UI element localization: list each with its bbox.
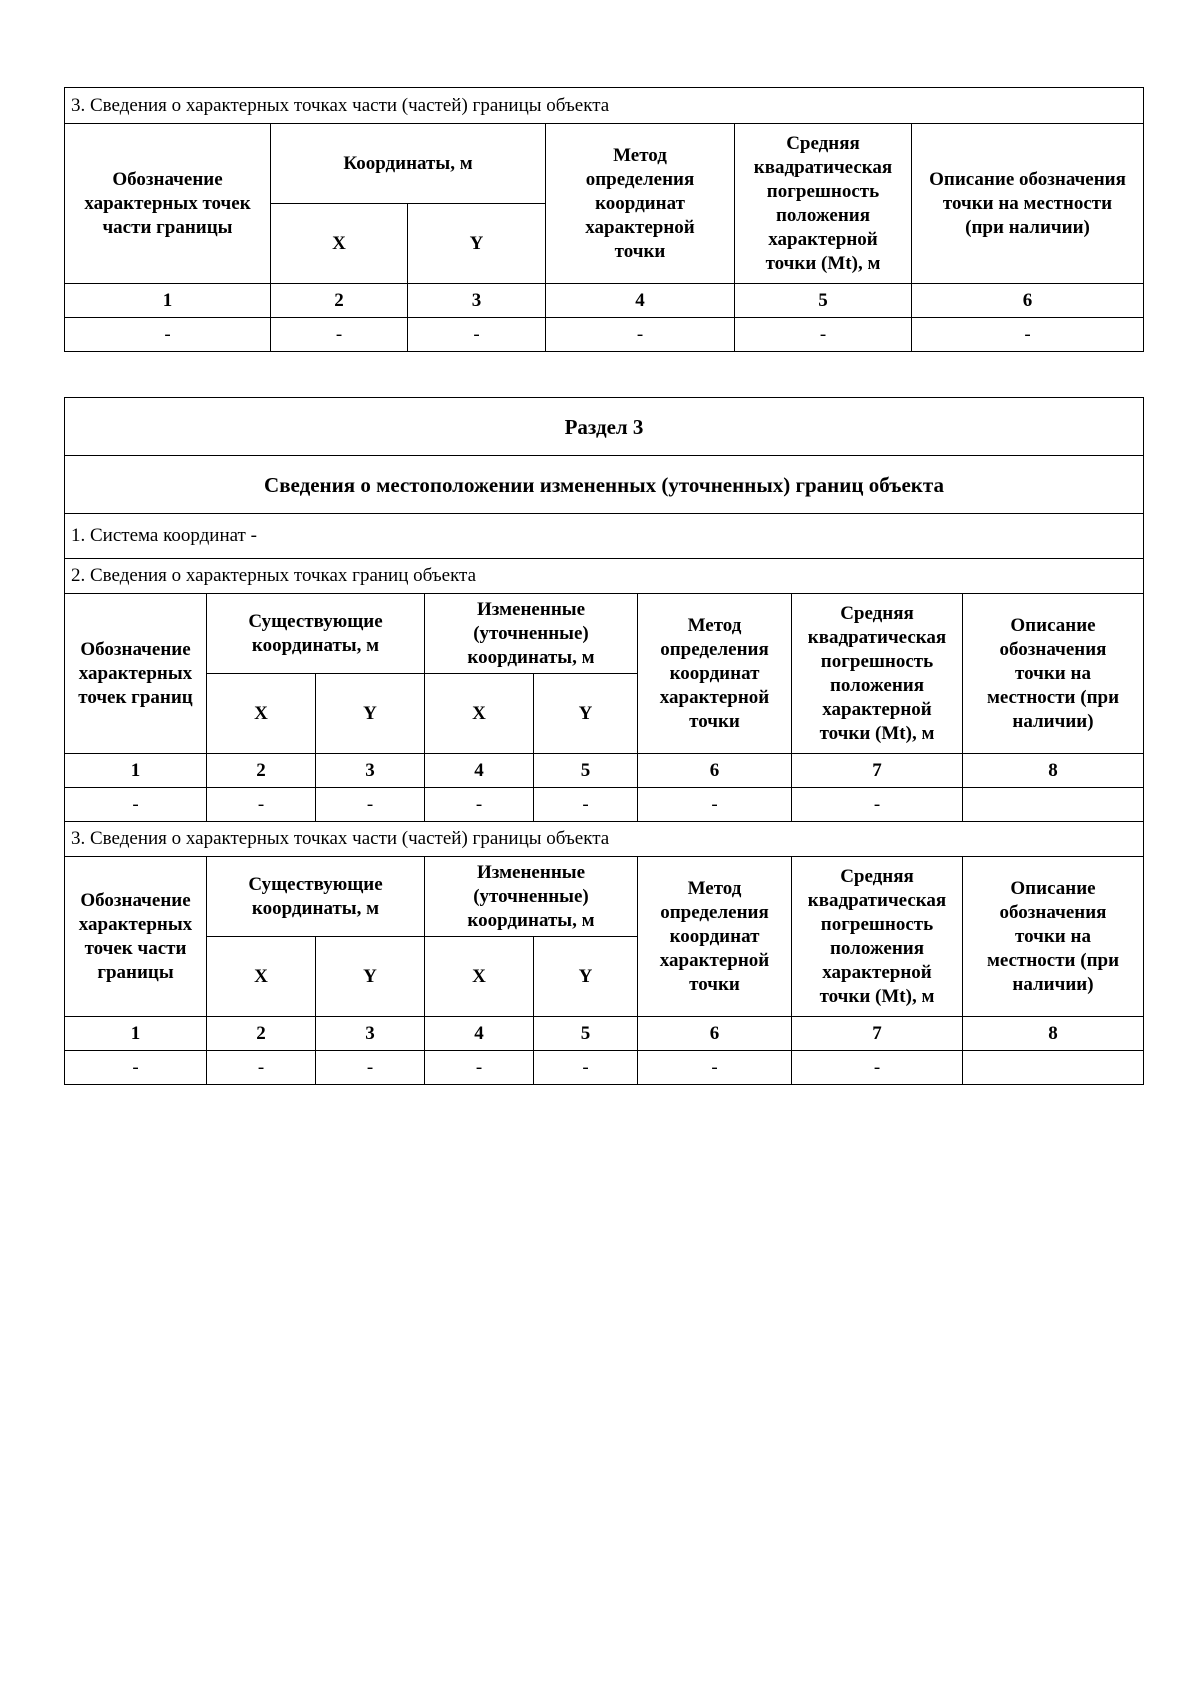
column-number: 6 [638,1017,792,1051]
header-method: Метод определения координат характерной точки [638,857,792,1017]
column-number: 3 [316,754,425,788]
column-number: 2 [207,1017,316,1051]
header-designation: Обозначение характерных точек части границы [65,857,207,1017]
column-number: 2 [207,754,316,788]
table-cell: - [534,788,638,822]
header-description: Описание обозначения точки на местности (при наличии) [963,594,1144,754]
column-number: 5 [735,284,912,318]
table-cell: - [638,788,792,822]
header-designation: Обозначение характерных точек части границы [65,124,271,284]
table-cell: - [408,318,546,352]
column-number: 6 [912,284,1144,318]
column-number: 3 [408,284,546,318]
column-number: 7 [792,754,963,788]
table-cell: - [316,1051,425,1085]
header-description: Описание обозначения точки на местности (при наличии) [963,857,1144,1017]
table-cell: - [792,1051,963,1085]
table-cell: - [425,1051,534,1085]
header-y: Y [316,937,425,1017]
table-cell: - [271,318,408,352]
header-y: Y [534,674,638,754]
table-cell: - [316,788,425,822]
table-caption: 3. Сведения о характерных точках части (частей) границы объекта [65,88,1144,124]
table-cell: - [207,1051,316,1085]
table-cell: - [638,1051,792,1085]
table-cell: - [534,1051,638,1085]
header-designation: Обозначение характерных точек границ [65,594,207,754]
table-cell: - [207,788,316,822]
table-cell: - [735,318,912,352]
header-changed-coordinates: Измененные (уточненные) координаты, м [425,857,638,937]
column-number: 2 [271,284,408,318]
header-coordinates: Координаты, м [271,124,546,204]
column-number: 6 [638,754,792,788]
header-x: X [425,674,534,754]
table-cell: - [65,1051,207,1085]
column-number: 4 [425,754,534,788]
header-y: Y [408,204,546,284]
header-x: X [271,204,408,284]
table-row [65,318,1144,352]
header-y: Y [534,937,638,1017]
table-cell: - [546,318,735,352]
section3-table [64,397,1144,1085]
column-number: 4 [425,1017,534,1051]
header-method: Метод определения координат характерной точки [546,124,735,284]
coordinate-system: 1. Система координат - [65,514,1144,559]
column-number: 1 [65,754,207,788]
column-number: 3 [316,1017,425,1051]
header-existing-coordinates: Существующие координаты, м [207,857,425,937]
header-description: Описание обозначения точки на местности (при наличии) [912,124,1144,284]
header-y: Y [316,674,425,754]
column-number: 1 [65,284,271,318]
table-cell: - [912,318,1144,352]
column-number: 4 [546,284,735,318]
column-number: 1 [65,1017,207,1051]
column-number: 7 [792,1017,963,1051]
section-subtitle: Сведения о местоположении измененных (уточненных) границ объекта [65,456,1144,514]
column-numbers-row [65,284,1144,318]
table-cell [963,788,1144,822]
table-row [65,788,1144,822]
column-numbers-row [65,1017,1144,1051]
column-number: 8 [963,754,1144,788]
header-method: Метод определения координат характерной точки [638,594,792,754]
header-x: X [207,937,316,1017]
column-numbers-row [65,754,1144,788]
table-cell: - [65,318,271,352]
column-number: 8 [963,1017,1144,1051]
header-error: Средняя квадратическая погрешность положения характерной точки (Mt), м [792,857,963,1017]
table-cell: - [425,788,534,822]
column-number: 5 [534,754,638,788]
table-cell [963,1051,1144,1085]
header-existing-coordinates: Существующие координаты, м [207,594,425,674]
header-x: X [207,674,316,754]
part-boundary-table [64,87,1144,352]
table-cell: - [65,788,207,822]
points-caption: 2. Сведения о характерных точках границ объекта [65,559,1144,594]
header-changed-coordinates: Измененные (уточненные) координаты, м [425,594,638,674]
table-row [65,1051,1144,1085]
header-x: X [425,937,534,1017]
header-error: Средняя квадратическая погрешность положения характерной точки (Mt), м [792,594,963,754]
section-title: Раздел 3 [65,398,1144,456]
part-caption: 3. Сведения о характерных точках части (частей) границы объекта [65,822,1144,857]
table-cell: - [792,788,963,822]
column-number: 5 [534,1017,638,1051]
header-error: Средняя квадратическая погрешность положения характерной точки (Mt), м [735,124,912,284]
